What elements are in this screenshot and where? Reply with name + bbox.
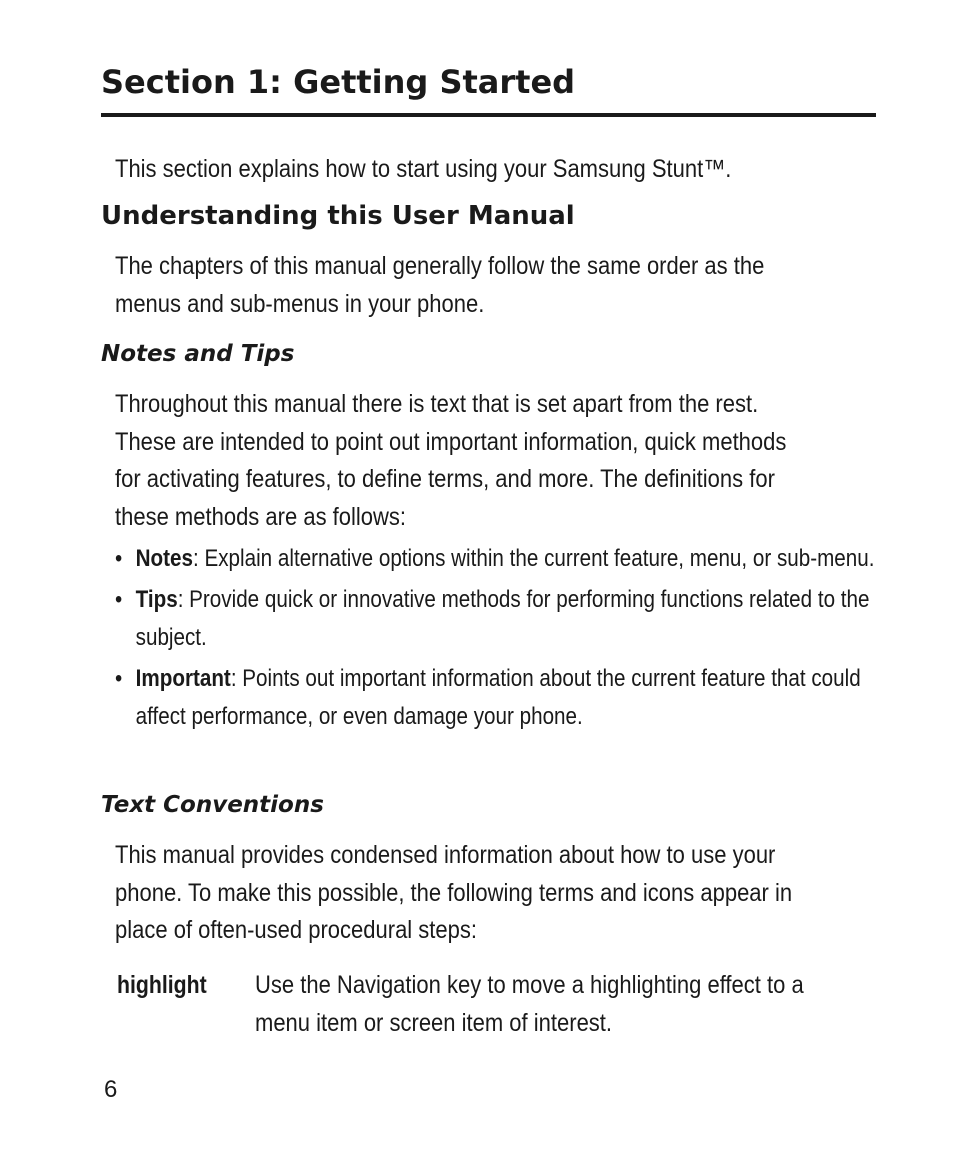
paragraph-line: This manual provides condensed information about how to use your	[115, 841, 776, 869]
text-conventions-heading: Text Conventions	[101, 792, 324, 818]
bullet-item-tips	[115, 581, 880, 657]
notes-tips-bullet-list	[115, 540, 880, 739]
bullet-term: Notes	[135, 545, 193, 572]
paragraph-line: for activating features, to define terms, and more. The definitions for	[115, 465, 775, 493]
intro-paragraph: This section explains how to start using your Samsung Stunt™.	[115, 155, 732, 183]
term-label: highlight	[117, 971, 207, 999]
bullet-dot-icon: •	[115, 586, 123, 613]
paragraph-line: The chapters of this manual generally follow the same order as the	[115, 252, 765, 280]
paragraph-line: menus and sub-menus in your phone.	[115, 289, 485, 318]
bullet-text: : Points out important information about the current feature that could affect performance, or even damage your phone.	[135, 665, 861, 730]
bullet-item-important	[115, 660, 880, 736]
text-conventions-paragraph	[115, 837, 872, 950]
page-number: 6	[104, 1076, 118, 1103]
notes-tips-paragraph	[115, 386, 872, 536]
understanding-heading: Understanding this User Manual	[101, 201, 575, 231]
section-title: Section 1: Getting Started	[101, 63, 576, 101]
paragraph-line: Throughout this manual there is text that is set apart from the rest.	[115, 390, 759, 418]
bullet-dot-icon: •	[115, 665, 123, 692]
bullet-dot-icon: •	[115, 545, 123, 572]
paragraph-line: These are intended to point out important information, quick methods	[115, 427, 787, 456]
bullet-text: : Explain alternative options within the current feature, menu, or sub-menu.	[192, 545, 875, 572]
bullet-term: Important	[135, 665, 231, 692]
paragraph-line: place of often-used procedural steps:	[115, 916, 478, 944]
paragraph-line: these methods are as follows:	[115, 502, 407, 531]
term-definition	[255, 966, 871, 1042]
bullet-text: : Provide quick or innovative methods for performing functions related to the subject.	[135, 586, 870, 651]
bullet-term: Tips	[135, 586, 178, 613]
bullet-item-notes	[115, 540, 880, 578]
paragraph-line: phone. To make this possible, the following terms and icons appear in	[115, 878, 793, 907]
understanding-paragraph	[115, 248, 872, 323]
notes-tips-heading: Notes and Tips	[101, 341, 295, 367]
definition-line: menu item or screen item of interest.	[255, 1009, 613, 1037]
definition-line: Use the Navigation key to move a highlighting effect to a	[255, 971, 804, 999]
title-rule	[101, 113, 876, 117]
